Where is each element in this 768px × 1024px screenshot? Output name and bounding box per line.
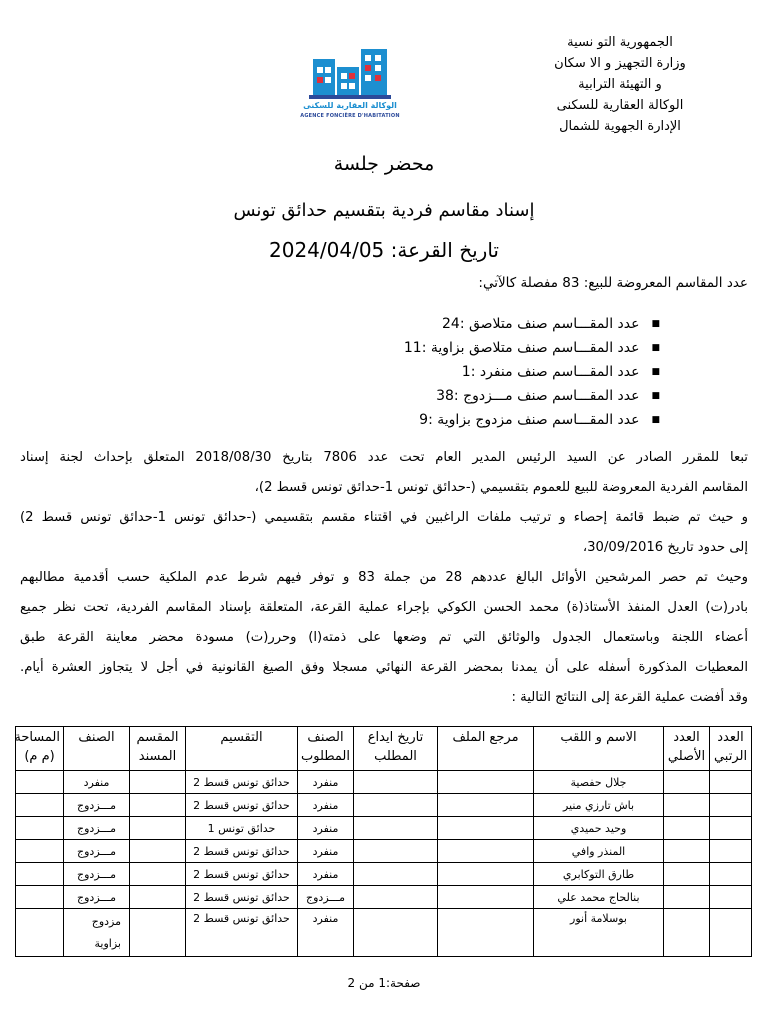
assigned-category: مـــزدوج — [64, 817, 130, 840]
subdivision: حدائق تونس قسط 2 — [186, 863, 298, 886]
subdivision: حدائق تونس قسط 2 — [186, 794, 298, 817]
assigned-category: منفرد — [64, 771, 130, 794]
column-header: مرجع الملف — [438, 727, 534, 771]
table-row — [16, 840, 752, 863]
table-header-row — [16, 727, 752, 771]
plot-type-list — [404, 312, 660, 432]
body-line: و حيث تم ضبط قائمة إحصاء و ترتيب ملفات الراغبين في اقتناء مقسم بتقسيمي (-حدائق تونس 1-حدائق تونس قسط 2) — [20, 510, 748, 525]
column-header: المقسم المسند — [130, 727, 186, 771]
org-line: وزارة التجهيز و الا سكان — [554, 56, 686, 71]
requested-category: مـــزدوج — [298, 886, 354, 909]
body-line: إلى حدود تاريخ 30/09/2016، — [582, 540, 748, 555]
table-row — [16, 794, 752, 817]
draw-date: تاريخ القرعة: 2024/04/05 — [269, 238, 499, 262]
page-number: صفحة:1 من 2 — [347, 976, 421, 990]
body-paragraph-1 — [0, 443, 768, 503]
assigned-category: مـــزدوج — [64, 840, 130, 863]
org-line: و التهيئة الترابية — [578, 77, 662, 92]
assigned-category: مـــزدوج — [64, 794, 130, 817]
organization-header — [520, 32, 720, 137]
body-line: تبعا للمقرر الصادر عن السيد الرئيس المدير العام تحت عدد 7806 بتاريخ 2018/08/30 المتعلق بإحداث لجنة إسناد — [20, 450, 748, 465]
applicant-name: باش تارزي منير — [534, 794, 664, 817]
org-line: الإدارة الجهوية للشمال — [559, 119, 681, 134]
document-title: محضر جلسة — [333, 153, 435, 175]
table-row — [16, 909, 752, 957]
body-line: المقاسم الفردية المعروضة للبيع للعموم بتقسيمي (-حدائق تونس 1-حدائق تونس قسط 2)، — [254, 480, 748, 495]
logo-french-text: AGENCE FONCIÈRE D'HABITATION — [300, 113, 400, 119]
requested-category: منفرد — [298, 909, 354, 957]
column-header: المساحة (م م) — [16, 727, 64, 771]
assigned-category: مـــزدوج — [64, 863, 130, 886]
table-row — [16, 863, 752, 886]
body-paragraph-2 — [0, 503, 768, 563]
body-line: وقد أفضت عملية القرعة إلى النتائج التالية : — [511, 690, 748, 705]
column-header: الاسم و اللقب — [534, 727, 664, 771]
applicant-name: طارق التوكابري — [534, 863, 664, 886]
applicant-name: بنالحاج محمد علي — [534, 886, 664, 909]
requested-category: منفرد — [298, 863, 354, 886]
list-item: ■ عدد المقـــاسم صنف منفرد :1 — [404, 360, 660, 384]
assigned-category: مزدوج بزاوية — [64, 909, 130, 957]
org-line: الوكالة العقارية للسكنى — [556, 98, 684, 113]
requested-category: منفرد — [298, 794, 354, 817]
applicant-name: بوسلامة أنور — [534, 909, 664, 957]
requested-category: منفرد — [298, 771, 354, 794]
offered-plots-count: عدد المقاسم المعروضة للبيع: 83 مفصلة كالآتي: — [478, 275, 748, 291]
table-row — [16, 886, 752, 909]
org-line: الجمهورية التو نسية — [567, 35, 673, 50]
column-header: التقسيم — [186, 727, 298, 771]
column-header: العدد الرتبي — [710, 727, 752, 771]
assigned-category: مـــزدوج — [64, 886, 130, 909]
applicant-name: المنذر وافي — [534, 840, 664, 863]
list-item: ■ عدد المقـــاسم صنف متلاصق :24 — [404, 312, 660, 336]
applicant-name: جلال حفصية — [534, 771, 664, 794]
column-header: العدد الأصلي — [664, 727, 710, 771]
body-line: وحيث تم حصر المرشحين الأوائل البالغ عددهم 28 من جملة 83 و توفر فيهم شرط عدم الملكية حسب أقدمية مطالبهم — [20, 570, 748, 585]
table-row — [16, 817, 752, 840]
column-header: تاريخ ايداع المطلب — [354, 727, 438, 771]
list-item: ■ عدد المقـــاسم صنف مـــزدوج :38 — [404, 384, 660, 408]
results-table — [15, 726, 752, 957]
body-line: بادر(ت) العدل المنفذ الأستاذ(ة) محمد الحسن الكوكي بإجراء عملية القرعة، المتعلقة بإسناد المقاسم الفردية، تحت نظر جميع — [20, 600, 748, 615]
requested-category: منفرد — [298, 817, 354, 840]
column-header: الصنف المطلوب — [298, 727, 354, 771]
table-row — [16, 771, 752, 794]
applicant-name: وحيد حميدي — [534, 817, 664, 840]
list-item: ■ عدد المقـــاسم صنف متلاصق بزاوية :11 — [404, 336, 660, 360]
document-subtitle: إسناد مقاسم فردية بتقسيم حدائق تونس — [233, 200, 535, 221]
subdivision: حدائق تونس قسط 2 — [186, 886, 298, 909]
column-header: الصنف — [64, 727, 130, 771]
requested-category: منفرد — [298, 840, 354, 863]
list-item: ■ عدد المقـــاسم صنف مزدوج بزاوية :9 — [404, 408, 660, 432]
subdivision: حدائق تونس قسط 2 — [186, 771, 298, 794]
body-line: المعطيات المذكورة أسفله على أن يمدنا بمحضر القرعة النهائي مسجلا وفق الصيغ القانونية في أجل لا يتجاوز العشرة أيام. — [20, 660, 748, 675]
subdivision: حدائق تونس 1 — [186, 817, 298, 840]
logo-arabic-text: الوكالة العقارية للسكنى — [303, 101, 397, 110]
subdivision: حدائق تونس قسط 2 — [186, 840, 298, 863]
body-line: أعضاء اللجنة وباستعمال الجدول والوثائق التي تم وضعها على ذمته(ا) وحرر(ت) مسودة محضر معاينة القرعة طبق — [20, 630, 748, 645]
subdivision: حدائق تونس قسط 2 — [186, 909, 298, 957]
body-paragraph-3 — [0, 563, 768, 713]
